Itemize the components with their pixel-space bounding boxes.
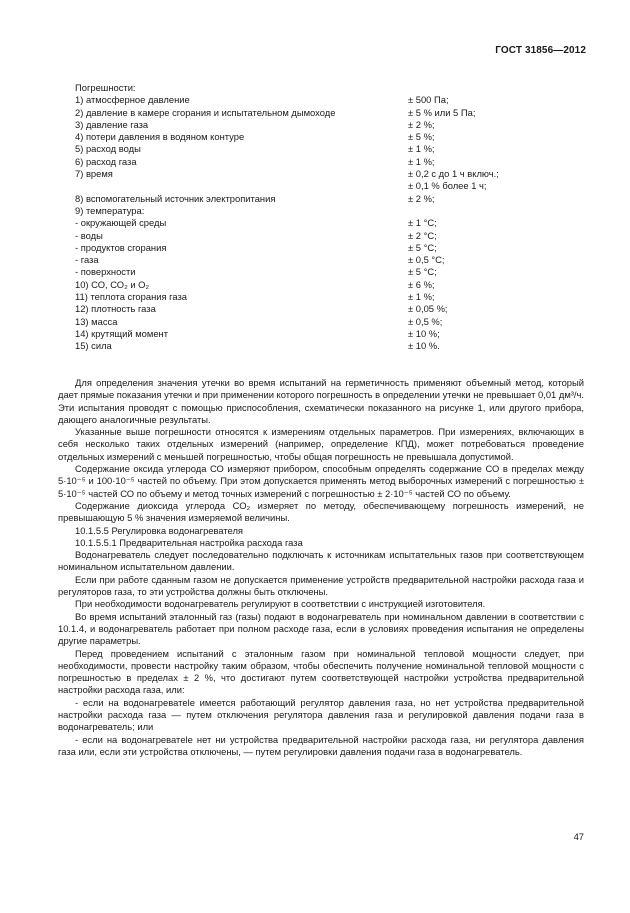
- error-row: [75, 131, 495, 143]
- paragraph: 10.1.5.5 Регулировка водонагревателя: [75, 524, 244, 536]
- error-label: 9) температура:: [75, 204, 145, 216]
- error-row: [75, 193, 495, 205]
- error-label: 7) время: [75, 168, 113, 180]
- error-label: - поверхности: [75, 266, 136, 278]
- error-value: ± 5 °С;: [408, 266, 437, 278]
- error-label: - воды: [75, 229, 103, 241]
- error-label: 11) теплота сгорания газа: [75, 291, 187, 303]
- error-value: ± 5 %;: [408, 131, 435, 143]
- error-label: - окружающей среды: [75, 217, 167, 229]
- error-row: [75, 340, 495, 352]
- error-row: [75, 119, 495, 131]
- error-value: ± 10 %.: [408, 340, 440, 352]
- error-label: 6) расход газа: [75, 155, 137, 167]
- errors-list: [75, 82, 499, 353]
- paragraph: При необходимости водонагреватель регулируют в соответствии с инструкцией изготовителя.: [75, 598, 486, 610]
- error-value: ± 2 %;: [408, 118, 435, 130]
- error-row: [75, 107, 495, 119]
- error-value: ± 0,5 %;: [408, 315, 443, 327]
- error-value: ± 1 %;: [408, 155, 435, 167]
- error-label: 8) вспомогательный источник электропитания: [75, 192, 276, 204]
- error-label: 15) сила: [75, 340, 112, 352]
- error-value: ± 5 °С;: [408, 241, 437, 253]
- paragraph: Водонагреватель следует последовательно подключать к источникам испытательных газов при соответствующем номинальном испытательном давлении.: [58, 549, 584, 573]
- error-value: ± 0,5 °С;: [408, 254, 445, 266]
- error-value: ± 1 °С;: [408, 217, 437, 229]
- error-row: [75, 303, 495, 315]
- error-value: ± 2 °С;: [408, 229, 437, 241]
- error-value: ± 1 %;: [408, 291, 435, 303]
- error-row: [75, 205, 495, 217]
- standard-code: ГОСТ 31856—2012: [495, 45, 586, 56]
- error-value: ± 5 % или 5 Па;: [408, 106, 476, 118]
- error-row: [75, 143, 495, 155]
- error-label: 10) СО, СО₂ и О₂: [75, 278, 150, 290]
- paragraph: Если при работе сданным газом не допускается применение устройств предварительной настройки расхода газа и регуляторов газа, то эти устройства должны быть отключены.: [58, 573, 584, 598]
- error-row: [75, 279, 495, 291]
- paragraph: Перед проведением испытаний с эталонным газом при номинальной тепловой мощности следует, при необходимости, провести настройку таким образом, чтобы обеспечить получение номинальной тепловой мощности с погрешностью в пределах ± 2 %, что достигают путем соответствующей настройки устройства предварительной настройки расхода газа, или:: [58, 647, 584, 696]
- paragraph: Для определения значения утечки во время испытаний на герметичность применяют объемный метод, который дает прямые показания утечки и при применении которого погрешность в определении утечки не превышает 0,01 дм³/ч. Эти испытания проводят с помощью приспособления, схематически показанного на рисунке 1, или другого прибора, дающего аналогичные результаты.: [58, 377, 584, 425]
- error-row: [75, 217, 495, 229]
- error-label: 5) расход воды: [75, 143, 141, 155]
- paragraph: - если на водонагреватele имеется работающий регулятор давления газа, но нет устройства предварительной настройки расхода газа — путем отключения регулятора давления газа и регулировкой давления подачи газа в водонагреватель; или: [58, 696, 584, 733]
- error-label: 1) атмосферное давление: [75, 94, 190, 106]
- error-label: 14) крутящий момент: [75, 327, 169, 339]
- error-value: ± 500 Па;: [408, 94, 449, 106]
- error-row: [75, 230, 495, 242]
- error-value: ± 10 %;: [408, 327, 440, 339]
- error-label: 12) плотность газа: [75, 303, 156, 315]
- paragraph: - если на водонагреватele нет ни устройства предварительной настройки расхода газа, ни регулятора давления газа или, если эти устройства отключены, — путем регулировки давления подачи газа в водонагреватель.: [58, 733, 584, 757]
- paragraph: 10.1.5.5.1 Предварительная настройка расхода газа: [75, 536, 303, 548]
- error-row: [75, 316, 495, 328]
- error-row: [75, 156, 495, 168]
- error-value: ± 0,2 с до 1 ч включ.;: [408, 168, 499, 180]
- error-value: ± 0,05 %;: [408, 303, 448, 315]
- error-value: ± 0,1 % более 1 ч;: [408, 180, 487, 192]
- page-number: 47: [573, 831, 584, 842]
- error-value: ± 2 %;: [408, 192, 435, 204]
- error-label: 4) потери давления в водяном контуре: [75, 131, 245, 143]
- error-label: 13) масса: [75, 315, 118, 327]
- error-value: ± 6 %;: [408, 278, 435, 290]
- error-label: 2) давление в камере сгорания и испытательном дымоходе: [75, 106, 336, 118]
- error-row: [75, 328, 495, 340]
- error-label: - продуктов сгорания: [75, 241, 167, 253]
- error-row: [75, 291, 495, 303]
- errors-title: Погрешности:: [75, 82, 136, 93]
- paragraph: Указанные выше погрешности относятся к измерениям отдельных параметров. При измерениях, включающих в себя несколько таких отдельных измерений (например, определение КПД), может потребоваться проведение отдельных измерений с меньшей погрешностью, чтобы общая погрешность не превышала допустимой.: [58, 426, 584, 462]
- error-row: [75, 168, 499, 180]
- error-value: ± 1 %;: [408, 143, 435, 155]
- error-row: [75, 180, 495, 192]
- error-label: - газа: [75, 254, 99, 266]
- body-text: [58, 377, 584, 758]
- error-row: [75, 242, 495, 254]
- paragraph: Содержание диоксида углерода СО₂ измеряет по методу, обеспечивающему погрешность измерений, не превышающую 5 % значения измеряемой величины.: [58, 499, 584, 524]
- error-row: [75, 254, 495, 266]
- errors-rows: [75, 94, 499, 352]
- error-row: [75, 94, 495, 106]
- error-label: 3) давление газа: [75, 118, 149, 130]
- error-row: [75, 266, 495, 278]
- paragraph: Во время испытаний эталонный газ (газы) подают в водонагреватель при номинальном давлении в соответствии с 10.1.4, и водонагреватель работает при полном расходе газа, если в условиях проведения испытания не определены другие параметры.: [58, 610, 584, 647]
- paragraph: Содержание оксида углерода СО измеряют прибором, способным определять содержание СО в пределах между 5·10⁻⁵ и 100·10⁻⁵ частей по объему. При этом допускается применять метод выборочных измерений с погрешностью ± 5·10⁻⁵ частей СО по объему и метод точных измерений с погрешностью ± 2·10⁻⁵ частей СО по объему.: [58, 463, 584, 499]
